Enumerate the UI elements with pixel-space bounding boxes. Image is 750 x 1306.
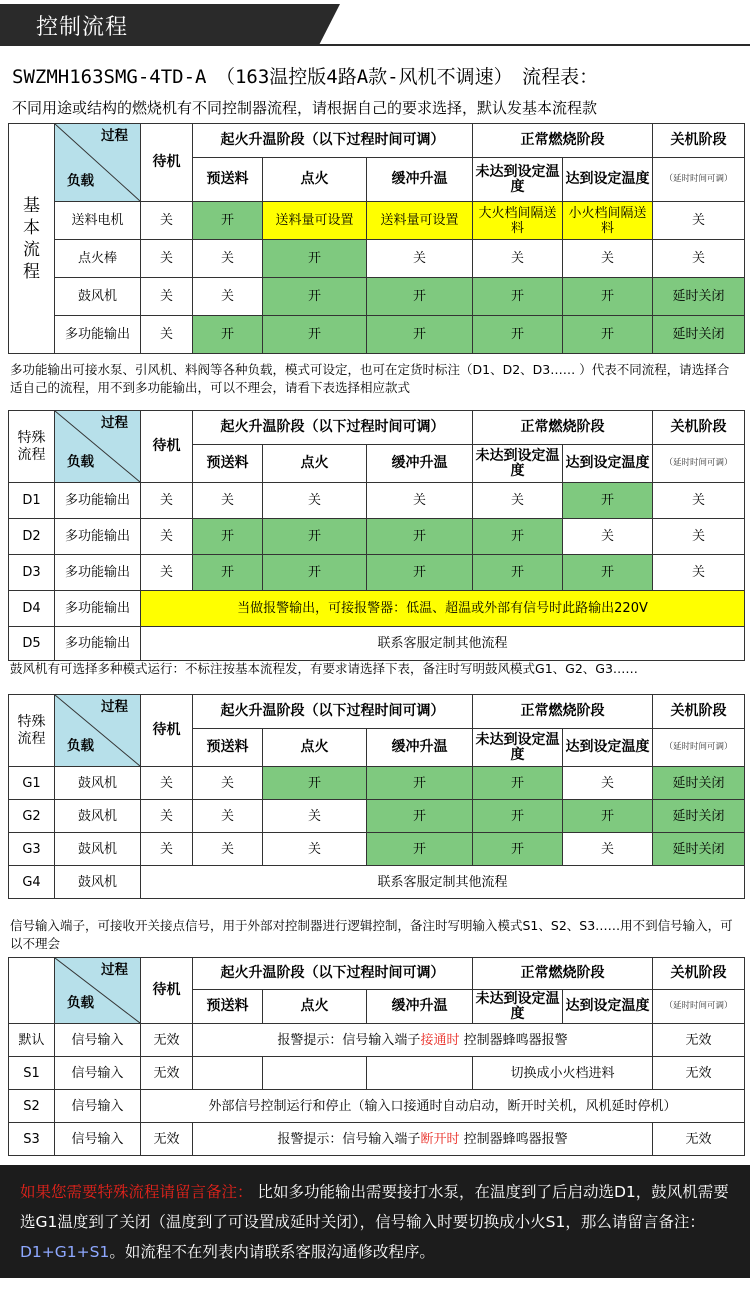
row-code: S3 [9, 1123, 55, 1156]
table-row [9, 1123, 745, 1156]
ignite-stage-header: 起火升温阶段（以下过程时间可调） [193, 411, 473, 445]
cell: 无效 [141, 1123, 193, 1156]
delay-adj-header: （延时时间可调） [653, 158, 745, 202]
normal-stage-header: 正常燃烧阶段 [473, 958, 653, 990]
cell: 延时关闭 [653, 800, 745, 833]
cell: 关 [193, 833, 263, 866]
row-code: G3 [9, 833, 55, 866]
cell: 开 [193, 316, 263, 354]
ignite-stage-header: 起火升温阶段（以下过程时间可调） [193, 695, 473, 729]
model-line: SWZMH163SMG-4TD-A （163温控版4路A款-风机不调速） 流程表： [12, 66, 599, 88]
row-code: G4 [9, 866, 55, 899]
cell: 关 [653, 519, 745, 555]
cell: 开 [263, 316, 367, 354]
cell: 开 [563, 555, 653, 591]
prefeed-header: 预送料 [193, 990, 263, 1024]
cell: 关 [141, 316, 193, 354]
diag-header: 过程 负载 [55, 411, 141, 483]
custom-flow-cell: 联系客服定制其他流程 [141, 866, 745, 899]
basic-flow-table [8, 123, 745, 354]
buffer-header: 缓冲升温 [367, 158, 473, 202]
cell: 开 [367, 316, 473, 354]
cell: 关 [367, 240, 473, 278]
cell: 关 [473, 483, 563, 519]
cell: 无效 [653, 1024, 745, 1057]
cell: 关 [263, 483, 367, 519]
delay-adj-header: （延时时间可调） [653, 990, 745, 1024]
header-divider [0, 44, 750, 46]
row-name: 鼓风机 [55, 800, 141, 833]
row-name: 信号输入 [55, 1024, 141, 1057]
normal-stage-header: 正常燃烧阶段 [473, 124, 653, 158]
cell: 开 [367, 278, 473, 316]
page-title: 控制流程 [36, 15, 129, 40]
buffer-header: 缓冲升温 [367, 990, 473, 1024]
cell: 关 [193, 800, 263, 833]
diag-header: 过程 负载 [55, 124, 141, 202]
cell: 关 [193, 278, 263, 316]
cell [367, 1057, 473, 1090]
note-multifunction: 多功能输出可接水泵、引风机、料阀等各种负载，模式可设定，也可在定货时标注（D1、D2、D3…… ）代表不同流程，请选择合适自己的流程，用不到多功能输出，可以不理会，请看下表选择相应款式 [10, 362, 730, 395]
row-name: 鼓风机 [55, 278, 141, 316]
cell: 关 [141, 767, 193, 800]
cell: 开 [263, 519, 367, 555]
row-code: G2 [9, 800, 55, 833]
cell: 关 [653, 240, 745, 278]
cell: 开 [473, 278, 563, 316]
cell: 开 [367, 519, 473, 555]
ignite-header: 点火 [263, 729, 367, 767]
custom-flow-cell: 联系客服定制其他流程 [141, 627, 745, 661]
cell: 关 [263, 800, 367, 833]
row-name: 点火棒 [55, 240, 141, 278]
cell: 关 [193, 240, 263, 278]
cell: 关 [563, 767, 653, 800]
row-code: D1 [9, 483, 55, 519]
reach-temp-header: 达到设定温度 [563, 990, 653, 1024]
cell: 开 [473, 767, 563, 800]
table-row [9, 833, 745, 866]
prefeed-header: 预送料 [193, 729, 263, 767]
table-row [9, 555, 745, 591]
cell: 开 [367, 767, 473, 800]
row-code: G1 [9, 767, 55, 800]
table-row [9, 483, 745, 519]
cell: 开 [473, 800, 563, 833]
cell: 关 [141, 483, 193, 519]
bottom-remark-panel [0, 1165, 750, 1278]
cell: 送料量可设置 [367, 202, 473, 240]
normal-stage-header: 正常燃烧阶段 [473, 695, 653, 729]
cell: 延时关闭 [653, 316, 745, 354]
cell: 开 [263, 240, 367, 278]
cell: 开 [473, 833, 563, 866]
note-blower: 鼓风机有可选择多种模式运行：不标注按基本流程发，有要求请选择下表，备注时写明鼓风模式G1、G2、G3…… [10, 661, 638, 676]
cell: 关 [141, 800, 193, 833]
blower-g-table [8, 694, 745, 899]
special-side-label: 特殊流程 [9, 695, 55, 767]
table-row [9, 519, 745, 555]
alarm-on-disconnect-cell: 报警提示：信号输入端子断开时 控制器蜂鸣器报警 [193, 1123, 653, 1156]
external-control-cell: 外部信号控制运行和停止（输入口接通时自动启动，断开时关机，风机延时停机） [141, 1090, 745, 1123]
standby-header: 待机 [141, 124, 193, 202]
diag-header: 过程 负载 [55, 958, 141, 1024]
row-code: D5 [9, 627, 55, 661]
ignite-header: 点火 [263, 158, 367, 202]
remark-text: 比如多功能输出需要接打水泵，在温度到了后启动选D1，鼓风机需要选G1温度到了关闭（温度到了可设置成延时关闭），信号输入时要切换成小火S1，那么请留言备注： [20, 1183, 729, 1231]
row-name: 鼓风机 [55, 866, 141, 899]
cell: 开 [367, 833, 473, 866]
cell: 关 [653, 555, 745, 591]
row-name: 信号输入 [55, 1090, 141, 1123]
row-code: 默认 [9, 1024, 55, 1057]
below-temp-header: 未达到设定温度 [473, 445, 563, 483]
row-code: D3 [9, 555, 55, 591]
ignite-stage-header: 起火升温阶段（以下过程时间可调） [193, 124, 473, 158]
cell: 开 [193, 555, 263, 591]
table-row [9, 1057, 745, 1090]
cell: 无效 [141, 1024, 193, 1057]
prefeed-header: 预送料 [193, 445, 263, 483]
cell: 开 [563, 483, 653, 519]
row-code: S2 [9, 1090, 55, 1123]
cell: 关 [563, 519, 653, 555]
table-row [9, 627, 745, 661]
row-name: 多功能输出 [55, 483, 141, 519]
normal-stage-header: 正常燃烧阶段 [473, 411, 653, 445]
cell: 延时关闭 [653, 767, 745, 800]
intro-text: 不同用途或结构的燃烧机有不同控制器流程，请根据自己的要求选择，默认发基本流程款 [12, 99, 598, 117]
row-name: 多功能输出 [55, 627, 141, 661]
cell: 关 [141, 278, 193, 316]
cell: 开 [563, 316, 653, 354]
delay-adj-header: （延时时间可调） [653, 729, 745, 767]
alarm-on-connect-cell: 报警提示：信号输入端子接通时 控制器蜂鸣器报警 [193, 1024, 653, 1057]
cell: 无效 [653, 1123, 745, 1156]
cell: 开 [263, 278, 367, 316]
standby-header: 待机 [141, 695, 193, 767]
row-name: 送料电机 [55, 202, 141, 240]
cell: 关 [141, 202, 193, 240]
cell [193, 1057, 263, 1090]
row-name: 多功能输出 [55, 519, 141, 555]
below-temp-header: 未达到设定温度 [473, 990, 563, 1024]
alarm-output-cell: 当做报警输出，可接报警器：低温、超温或外部有信号时此路输出220V [141, 591, 745, 627]
cell: 关 [653, 202, 745, 240]
cell: 无效 [141, 1057, 193, 1090]
special-side-label: 特殊流程 [9, 411, 55, 483]
cell: 开 [193, 202, 263, 240]
note-signal-input: 信号输入端子，可接收开关接点信号，用于外部对控制器进行逻辑控制，备注时写明输入模式S1、S2、S3……用不到信号输入，可以不理会 [10, 918, 733, 951]
cell: 延时关闭 [653, 278, 745, 316]
row-name: 多功能输出 [55, 555, 141, 591]
table-row [9, 591, 745, 627]
table-row [9, 767, 745, 800]
shutdown-stage-header: 关机阶段 [653, 124, 745, 158]
table-row [9, 240, 745, 278]
row-name: 多功能输出 [55, 316, 141, 354]
standby-header: 待机 [141, 958, 193, 1024]
shutdown-stage-header: 关机阶段 [653, 695, 745, 729]
shutdown-stage-header: 关机阶段 [653, 958, 745, 990]
buffer-header: 缓冲升温 [367, 445, 473, 483]
table-row [9, 1024, 745, 1057]
table-row [9, 316, 745, 354]
cell: 关 [473, 240, 563, 278]
cell: 关 [193, 767, 263, 800]
cell: 关 [367, 483, 473, 519]
cell: 开 [193, 519, 263, 555]
cell: 开 [473, 519, 563, 555]
ignite-header: 点火 [263, 445, 367, 483]
cell: 无效 [653, 1057, 745, 1090]
ignite-stage-header: 起火升温阶段（以下过程时间可调） [193, 958, 473, 990]
row-code: D4 [9, 591, 55, 627]
cell: 开 [367, 555, 473, 591]
diag-header: 过程 负载 [55, 695, 141, 767]
row-name: 信号输入 [55, 1123, 141, 1156]
cell: 开 [367, 800, 473, 833]
cell: 开 [263, 767, 367, 800]
cell [263, 1057, 367, 1090]
row-name: 鼓风机 [55, 767, 141, 800]
row-name: 鼓风机 [55, 833, 141, 866]
prefeed-header: 预送料 [193, 158, 263, 202]
ignite-header: 点火 [263, 990, 367, 1024]
cell: 关 [141, 555, 193, 591]
cell: 开 [563, 800, 653, 833]
basic-side-label: 基本流程 [9, 124, 55, 354]
cell: 开 [473, 555, 563, 591]
cell: 关 [563, 833, 653, 866]
below-temp-header: 未达到设定温度 [473, 729, 563, 767]
low-fire-cell: 切换成小火档进料 [473, 1057, 653, 1090]
signal-s-table [8, 957, 745, 1156]
cell: 大火档间隔送料 [473, 202, 563, 240]
cell: 送料量可设置 [263, 202, 367, 240]
table-row [9, 278, 745, 316]
cell: 关 [193, 483, 263, 519]
delay-adj-header: （延时时间可调） [653, 445, 745, 483]
cell: 关 [653, 483, 745, 519]
cell: 关 [563, 240, 653, 278]
standby-header: 待机 [141, 411, 193, 483]
cell: 开 [263, 555, 367, 591]
table-row [9, 866, 745, 899]
reach-temp-header: 达到设定温度 [563, 729, 653, 767]
row-name: 信号输入 [55, 1057, 141, 1090]
table-row [9, 1090, 745, 1123]
remark-example-code: D1+G1+S1 [20, 1243, 110, 1261]
cell: 关 [263, 833, 367, 866]
cell: 关 [141, 519, 193, 555]
cell: 开 [563, 278, 653, 316]
cell: 关 [141, 833, 193, 866]
cell: 小火档间隔送料 [563, 202, 653, 240]
cell: 开 [473, 316, 563, 354]
row-code: D2 [9, 519, 55, 555]
row-code: S1 [9, 1057, 55, 1090]
row-name: 多功能输出 [55, 591, 141, 627]
remark-heading: 如果您需要特殊流程请留言备注： [20, 1183, 253, 1201]
blank-side-cell [9, 958, 55, 1024]
shutdown-stage-header: 关机阶段 [653, 411, 745, 445]
cell: 关 [141, 240, 193, 278]
reach-temp-header: 达到设定温度 [563, 445, 653, 483]
table-row [9, 800, 745, 833]
reach-temp-header: 达到设定温度 [563, 158, 653, 202]
buffer-header: 缓冲升温 [367, 729, 473, 767]
cell: 延时关闭 [653, 833, 745, 866]
special-d-table [8, 410, 745, 661]
table-row [9, 202, 745, 240]
below-temp-header: 未达到设定温度 [473, 158, 563, 202]
header-band [0, 0, 750, 50]
remark-text-end: 。如流程不在列表内请联系客服沟通修改程序。 [109, 1243, 435, 1261]
